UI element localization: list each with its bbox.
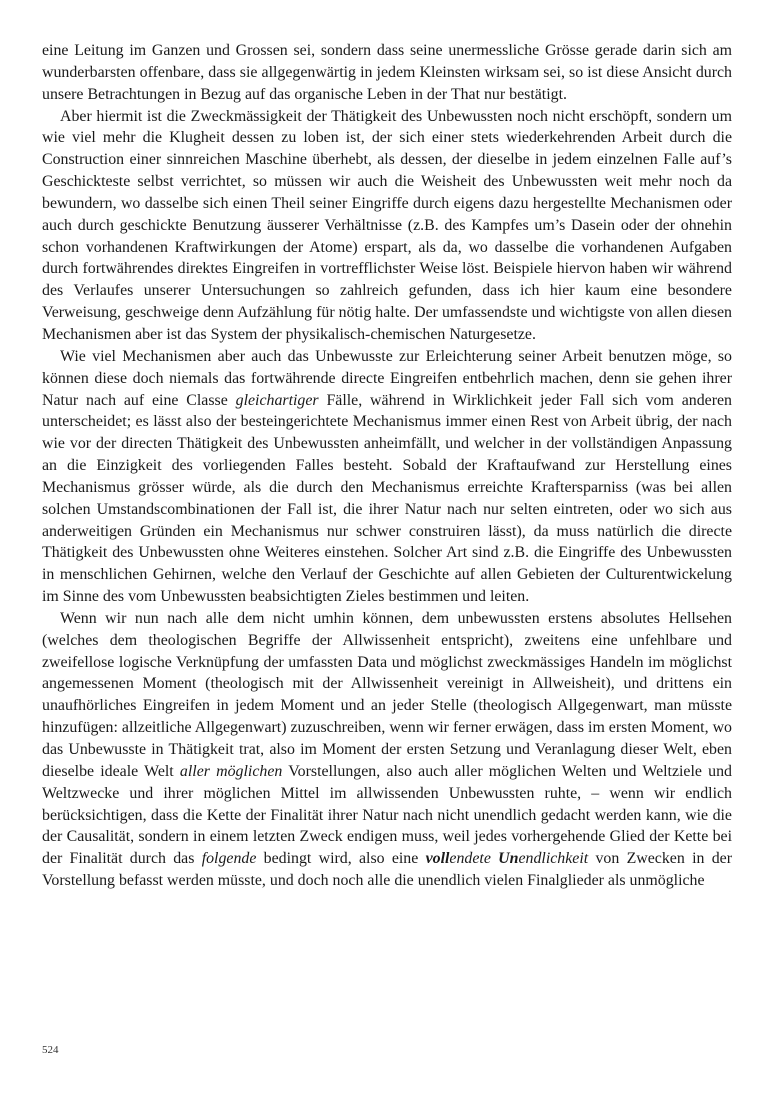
page-number: 524 — [42, 1044, 59, 1056]
paragraph-2 — [42, 106, 732, 346]
paragraph-1 — [42, 40, 732, 106]
paragraph-text: Wie viel Mechanismen aber auch das Unbewusste zur Erleichterung seiner Arbeit benutzen möge, so können diese doch niemals das fortwährende directe Eingreifen entbehrlich machen, denn sie gehen ihrer Natur nach auf eine Classe — [42, 347, 732, 409]
paragraph-text: Vorstellungen, also auch aller möglichen Welten und Weltziele und Weltzwecke und ihrer möglichen Mittel im allwissenden Unbewussten ruhte, – wenn wir endlich berücksichtigen, dass die Kette der Finalität ihrer Natur nach nicht unendlich gedacht werden kann, wie die der Causalität, sondern in einem letzten Zweck endigen muss, weil jedes vorhergehende Glied der Kette bei der Finalität durch das — [42, 762, 732, 868]
emphasis-text: endlichkeit — [518, 850, 589, 868]
paragraph-text: eine Leitung im Ganzen und Grossen sei, sondern dass seine unermessliche Grösse gerade darin sich am wunderbarsten offenbare, dass sie allgegenwärtig in jedem Kleinsten wirksam sei, so ist diese Ansicht durch unsere Betrachtungen in Bezug auf das organische Leben in der That nur bestätigt. — [42, 42, 732, 103]
paragraph-4 — [42, 608, 732, 892]
strong-emphasis-text: Un — [498, 850, 519, 868]
emphasis-text: endete — [449, 850, 499, 868]
paragraph-text: bedingt wird, also eine — [256, 850, 426, 868]
page-body — [42, 40, 732, 892]
paragraph-text: Wenn wir nun nach alle dem nicht umhin können, dem unbewussten erstens absolutes Hellsehen (welches dem theologischen Begriffe der Allwissenheit entspricht), zweitens eine unfehlbare und zweifellose logische Verknüpfung der umfassten Data und möglichst zweckmässiges Handeln im möglichst angemessenen Moment (theologisch mit der Allwissenheit vereinigt in Allweisheit), und drittens ein unaufhörliches Eingreifen in jedem Moment und an jeder Stelle (theologisch Allgegenwart, man müsste hinzufügen: allzeitliche Allgegenwart) zuzuschreiben, wenn wir ferner erwägen, dass im ersten Moment, wo das Unbewusste in Thätigkeit trat, also im Moment der ersten Setzung und Veranlagung dieser Welt, eben dieselbe ideale Welt — [42, 609, 732, 780]
paragraph-text: Fälle, während in Wirklichkeit jeder Fall sich vom anderen unterscheidet; es lässt also der besteingerichtete Mechanismus immer einen Rest von Arbeit übrig, der nach wie vor der directen Thätigkeit des Unbewussten anheimfällt, und welcher in der vollständigen Anpassung an die Einzigkeit des vorliegenden Falles besteht. Sobald der Kraftaufwand zur Herstellung eines Mechanismus grösser würde, als die durch den Mechanismus erreichte Kraftersparniss (was bei allen solchen Umstandscombinationen der Fall ist, die ihrer Natur nach nur selten eintreten, oder wo sich aus anderweitigen Gründen ein Mechanismus nur schwer construiren lässt), da muss natürlich die directe Thätigkeit des Unbewussten ohne Weiteres einstehen. Solcher Art sind z.B. die Eingriffe des Unbewussten in menschlichen Gehirnen, welche den Verlauf der Geschichte auf allen Gebieten der Culturentwickelung im Sinne des vom Unbewussten beabsichtigten Zieles bestimmen und leiten. — [42, 391, 732, 606]
emphasis-text: folgende — [201, 850, 257, 868]
paragraph-3 — [42, 346, 732, 608]
paragraph-text: von Zwecken in der Vorstellung befasst werden müsste, und doch noch alle die unendlich vielen Finalglieder als unmögliche — [42, 850, 732, 890]
strong-emphasis-text: voll — [425, 850, 450, 868]
emphasis-text: aller möglichen — [179, 762, 283, 780]
emphasis-text: gleichartiger — [235, 391, 319, 409]
paragraph-text: Aber hiermit ist die Zweckmässigkeit der Thätigkeit des Unbewussten noch nicht erschöpft, sondern um wie viel mehr die Klugheit dessen zu loben ist, der sich einer stets wiederkehrenden Arbeit durch die Construction einer sinnreichen Maschine überhebt, als dessen, der dieselbe in jedem einzelnen Falle auf’s Geschickteste selbst verrichtet, so müssen wir auch die Weisheit des Unbewussten weit mehr noch da bewundern, wo dasselbe sich einen Theil seiner Eingriffe durch eigens dazu hergestellte Mechanismen oder auch durch geschickte Benutzung äusserer Verhältnisse (z.B. des Kampfes um’s Dasein oder der ohnehin schon vorhandenen Kraftwirkungen der Atome) erspart, als da, wo dasselbe die vorhandenen Aufgaben durch fortwährendes direktes Eingreifen in vortrefflichster Weise löst. Beispiele hiervon haben wir während des Verlaufes unserer Untersuchungen so zahlreich gefunden, dass ich hier kaum eine besondere Verweisung, geschweige denn Aufzählung für nötig halte. Der umfassendste und wichtigste von allen diesen Mechanismen aber ist das System der physikalisch-chemischen Naturgesetze. — [42, 107, 732, 343]
